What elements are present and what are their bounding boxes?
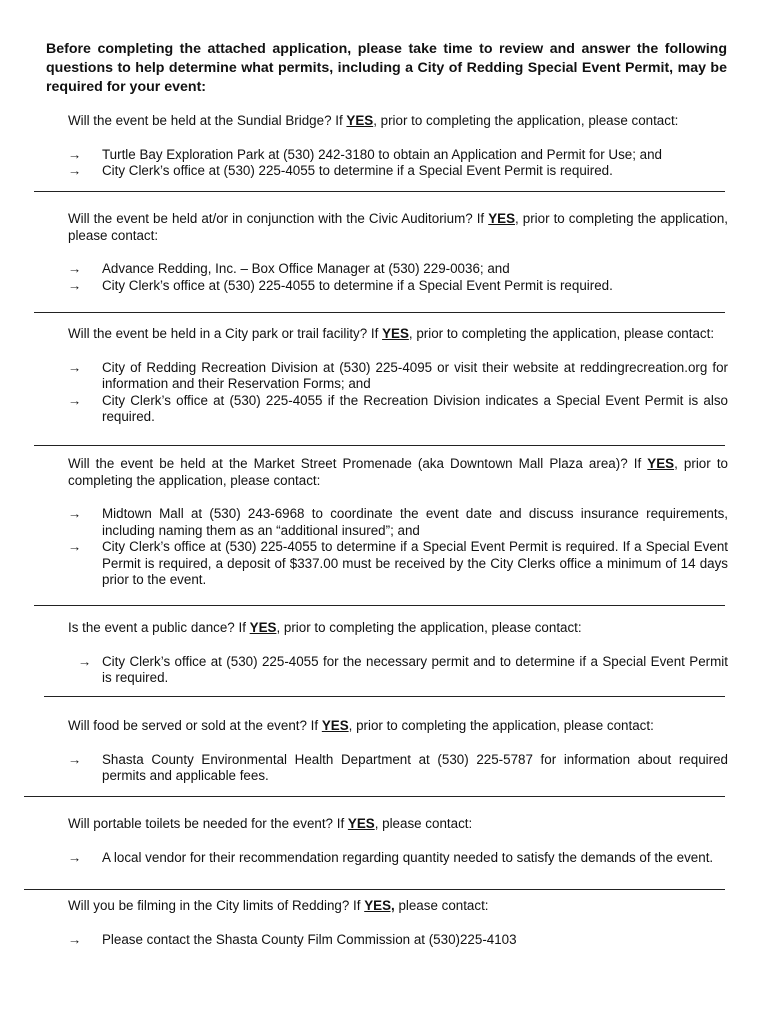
question-text: Will the event be held at the Sundial Bridge? If [68, 113, 347, 128]
contact-text: City Clerk’s office at (530) 225-4055 to determine if a Special Event Permit is required. [102, 163, 613, 178]
contact-item [68, 654, 728, 687]
divider [34, 445, 725, 446]
yes-emphasis: YES [346, 113, 374, 128]
question-text: , prior to completing the application, please contact: [68, 456, 728, 488]
contact-text: Midtown Mall at (530) 243-6968 to coordinate the event date and discuss insurance requirements, including naming them as an “additional insured”; and [102, 506, 728, 538]
question [68, 113, 728, 130]
divider [34, 191, 725, 192]
question [68, 620, 728, 637]
contact-item [68, 393, 728, 426]
question [68, 326, 728, 343]
question-text: Will the event be held in a City park or trail facility? If [68, 326, 383, 341]
contact-item [68, 360, 728, 393]
section-portable-toilets [68, 816, 728, 866]
question-text: please contact: [394, 898, 489, 913]
contact-text: Please contact the Shasta County Film Commission at (530)225-4103 [102, 931, 517, 947]
question [68, 456, 728, 489]
yes-emphasis: YES, [364, 898, 395, 913]
contact-text: City Clerk’s office at (530) 225-4055 to determine if a Special Event Permit is required. [102, 277, 613, 293]
divider [24, 796, 725, 797]
arrow-icon: → [78, 653, 92, 669]
contact-item [68, 850, 728, 867]
section-market-street [68, 456, 728, 589]
section-food [68, 718, 728, 785]
question-text: , prior to completing the application, please contact: [68, 211, 728, 243]
arrow-icon: → [68, 359, 82, 375]
question [68, 816, 728, 833]
intro-paragraph: Before completing the attached application, please take time to review and answer the following questions to help determine what permits, including a City of Redding Special Event Permit, may be required for your event: [46, 41, 727, 95]
divider [34, 605, 725, 606]
contact-text: A local vendor for their recommendation regarding quantity needed to satisfy the demands of the event. [102, 849, 714, 865]
divider [24, 889, 725, 890]
yes-emphasis: YES [647, 456, 675, 471]
arrow-icon: → [68, 163, 82, 178]
arrow-icon: → [68, 146, 82, 162]
contact-text: City of Redding Recreation Division at (530) 225-4095 or visit their website at reddingrecreation.org for information and their Reservation Forms; and [102, 359, 728, 391]
yes-emphasis: YES [249, 620, 277, 635]
question [68, 211, 728, 244]
contact-item [68, 163, 728, 180]
question-text: , prior to completing the application, please contact: [373, 113, 679, 128]
contact-text: City Clerk’s office at (530) 225-4055 for the necessary permit and to determine if a Special Event Permit is required. [102, 653, 728, 685]
contact-item [68, 539, 728, 589]
yes-emphasis: YES [382, 326, 409, 341]
section-filming [68, 898, 728, 948]
section-civic-auditorium [68, 211, 728, 294]
question-text: Will you be filming in the City limits of Redding? If [68, 898, 365, 913]
yes-emphasis: YES [488, 211, 515, 226]
arrow-icon: → [68, 931, 82, 947]
divider [34, 312, 725, 313]
contact-item [68, 932, 728, 949]
question-text: , prior to completing the application, please contact: [408, 326, 715, 341]
contact-item [68, 261, 728, 278]
arrow-icon: → [68, 261, 82, 276]
contact-item [68, 147, 728, 164]
contact-text: Shasta County Environmental Health Department at (530) 225-5787 for information about required permits and applicable fees. [102, 751, 728, 783]
contact-item [68, 752, 728, 785]
contact-text: City Clerk’s office at (530) 225-4055 if the Recreation Division indicates a Special Event Permit is also required. [102, 392, 728, 424]
question [68, 898, 728, 915]
question-text: Will food be served or sold at the event? If [68, 718, 322, 733]
question [68, 718, 728, 735]
arrow-icon: → [68, 751, 82, 767]
question-text: , please contact: [374, 816, 473, 831]
divider [44, 696, 725, 697]
section-public-dance [68, 620, 728, 687]
yes-emphasis: YES [347, 816, 375, 831]
contact-text: City Clerk’s office at (530) 225-4055 to determine if a Special Event Permit is required. If a Special Event Permit is required, a deposit of $337.00 must be received by the City Clerks office a minimum of 14 days prior to the event. [102, 539, 728, 587]
question-text: Will the event be held at the Market Street Promenade (aka Downtown Mall Plaza area)? If [68, 456, 648, 471]
question-text: , prior to completing the application, please contact: [276, 620, 582, 635]
section-sundial-bridge [68, 113, 728, 180]
question-text: Will the event be held at/or in conjunction with the Civic Auditorium? If [68, 211, 489, 226]
contact-text: Turtle Bay Exploration Park at (530) 242-3180 to obtain an Application and Permit for Use; and [102, 146, 662, 162]
question-text: , prior to completing the application, please contact: [348, 718, 654, 733]
question-text: Will portable toilets be needed for the event? If [68, 816, 348, 831]
contact-item [68, 506, 728, 539]
arrow-icon: → [68, 506, 82, 521]
arrow-icon: → [68, 392, 82, 408]
arrow-icon: → [68, 539, 82, 554]
section-city-park [68, 326, 728, 426]
contact-text: Advance Redding, Inc. – Box Office Manager at (530) 229-0036; and [102, 261, 510, 276]
yes-emphasis: YES [321, 718, 349, 733]
arrow-icon: → [68, 849, 82, 865]
arrow-icon: → [68, 277, 82, 293]
contact-item [68, 278, 728, 295]
question-text: Is the event a public dance? If [68, 620, 250, 635]
